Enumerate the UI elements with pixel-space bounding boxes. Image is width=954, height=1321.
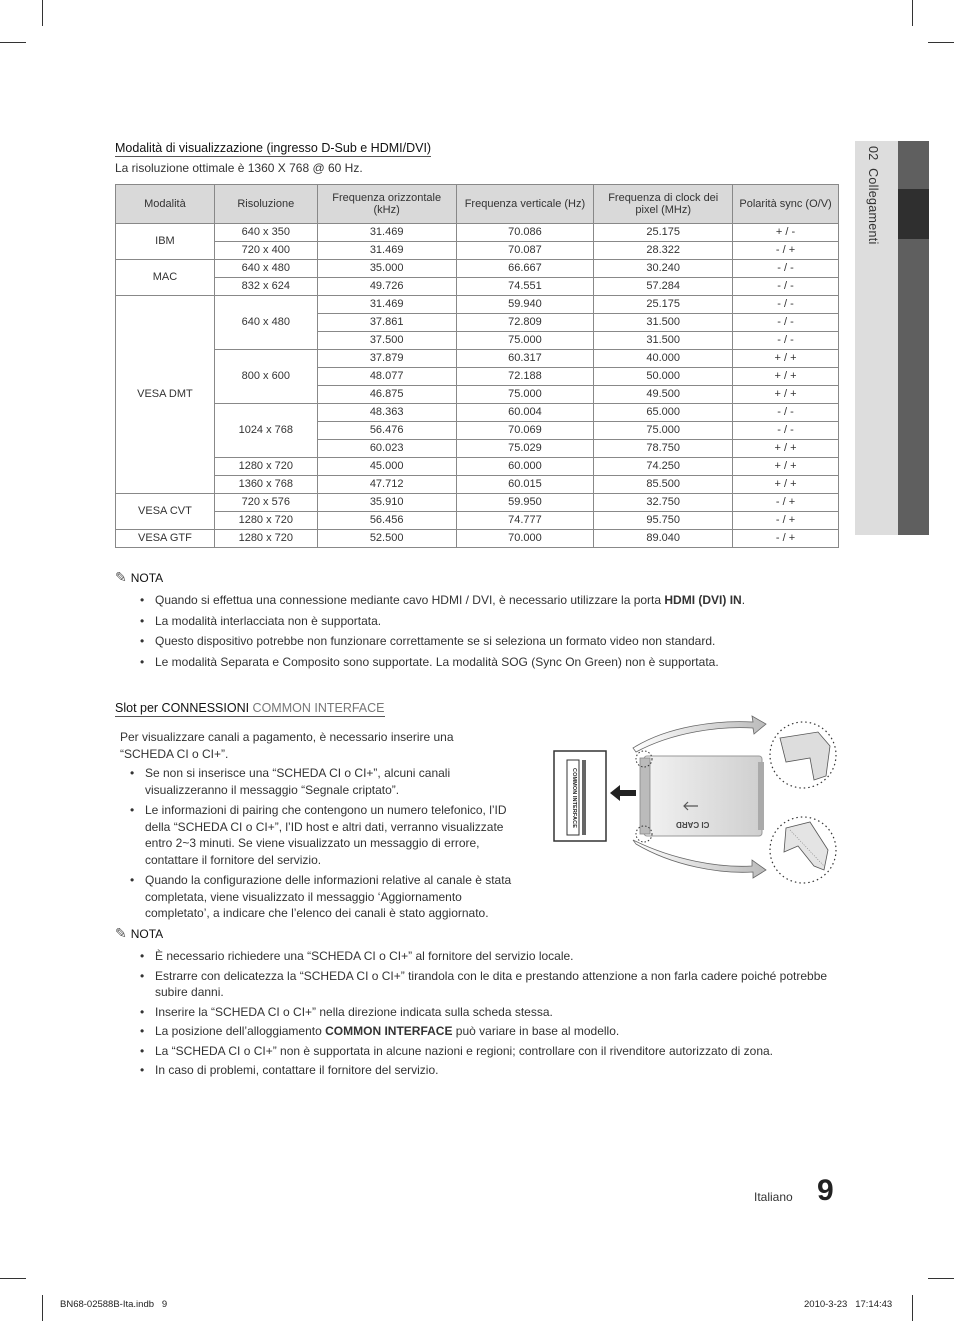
page-number: 9	[817, 1174, 834, 1207]
hfreq-cell: 45.000	[317, 458, 456, 476]
list-item: • Quando la configurazione delle informazioni relative al canale è stata completata, viene visualizzato il messaggio ‘Aggiornamento completato’, a indicare che l’elenco dei canali è stato aggiornato.	[130, 872, 520, 922]
table-row	[116, 242, 839, 260]
hfreq-cell: 49.726	[317, 278, 456, 296]
pixel-clock-cell: 65.000	[594, 404, 733, 422]
detail-card-top-icon	[780, 732, 830, 780]
resolution-cell: 1280 x 720	[214, 458, 317, 476]
hfreq-cell: 37.879	[317, 350, 456, 368]
hfreq-cell: 46.875	[317, 386, 456, 404]
vfreq-cell: 70.087	[456, 242, 594, 260]
resolution-cell: 800 x 600	[214, 350, 317, 404]
resolution-cell: 1280 x 720	[214, 530, 317, 548]
note-text: può variare in base al modello.	[452, 1024, 620, 1038]
vfreq-cell: 66.667	[456, 260, 594, 278]
polarity-cell: - / +	[733, 530, 839, 548]
chapter-title: Collegamenti	[866, 168, 880, 245]
pixel-clock-cell: 28.322	[594, 242, 733, 260]
pixel-clock-cell: 49.500	[594, 386, 733, 404]
mode-cell: MAC	[116, 260, 215, 296]
slot-label: COMMON INTERFACE	[571, 768, 577, 828]
mode-cell: VESA GTF	[116, 530, 215, 548]
display-modes-table	[115, 184, 839, 548]
polarity-cell: + / +	[733, 440, 839, 458]
list-item	[140, 592, 840, 609]
polarity-cell: - / -	[733, 260, 839, 278]
section-title-accent: COMMON INTERFACE	[252, 701, 385, 715]
crop-mark	[928, 1278, 954, 1279]
list-item	[140, 1023, 840, 1040]
ci-intro-text: Per visualizzare canali a pagamento, è necessario inserire una “SCHEDA CI o CI+”.	[120, 730, 454, 761]
pixel-clock-cell: 25.175	[594, 224, 733, 242]
resolution-cell: 640 x 350	[214, 224, 317, 242]
polarity-cell: - / -	[733, 296, 839, 314]
polarity-cell: + / +	[733, 386, 839, 404]
resolution-cell: 1280 x 720	[214, 512, 317, 530]
vfreq-cell: 74.551	[456, 278, 594, 296]
pixel-clock-cell: 89.040	[594, 530, 733, 548]
insert-arrow-icon	[610, 785, 636, 801]
chapter-label	[858, 146, 880, 245]
polarity-cell: + / +	[733, 476, 839, 494]
chapter-number: 02	[866, 146, 880, 161]
resolution-cell: 1024 x 768	[214, 404, 317, 458]
pixel-clock-cell: 50.000	[594, 368, 733, 386]
detail-card-bottom-icon	[784, 822, 828, 870]
port-name: HDMI (DVI) IN	[664, 593, 742, 607]
crop-mark	[42, 1295, 43, 1321]
vfreq-cell: 60.015	[456, 476, 594, 494]
file-name: BN68-02588B-Ita.indb 9	[60, 1299, 168, 1310]
list-item: • La modalità interlacciata non è supportata.	[140, 613, 840, 630]
pixel-clock-cell: 57.284	[594, 278, 733, 296]
vfreq-cell: 59.940	[456, 296, 594, 314]
ci-slot-edge	[582, 760, 586, 835]
column-header: Frequenza orizzontale (kHz)	[317, 185, 456, 224]
hfreq-cell: 47.712	[317, 476, 456, 494]
print-timestamp: 2010-3-23 17:14:43	[804, 1299, 893, 1310]
note-list	[140, 592, 840, 674]
mode-cell: VESA CVT	[116, 494, 215, 530]
crop-mark	[0, 42, 26, 43]
optimal-resolution-text: La risoluzione ottimale è 1360 X 768 @ 60 Hz.	[115, 161, 363, 175]
table-row	[116, 278, 839, 296]
resolution-cell: 720 x 400	[214, 242, 317, 260]
table-row	[116, 458, 839, 476]
table-header-row	[116, 185, 839, 224]
pencil-icon: ✎	[115, 925, 127, 941]
list-item: • È necessario richiedere una “SCHEDA CI o CI+” al fornitore del servizio locale.	[140, 948, 840, 965]
resolution-cell: 1360 x 768	[214, 476, 317, 494]
column-header: Modalità	[116, 185, 215, 224]
vfreq-cell: 59.950	[456, 494, 594, 512]
list-item: • Le informazioni di pairing che contengono un numero telefonico, l’ID della “SCHEDA CI o CI+”, l’ID host e altri dati, verranno visualizzate entro 2~3 minuti. Se viene visualizzato un messaggio di errore, contattare il fornitore del servizio.	[130, 802, 520, 868]
chapter-tab-block	[898, 239, 929, 535]
note-heading	[115, 925, 163, 942]
resolution-cell: 832 x 624	[214, 278, 317, 296]
section-title: Modalità di visualizzazione (ingresso D-Sub e HDMI/DVI)	[115, 141, 432, 155]
section-ci-header	[115, 699, 385, 717]
column-header: Polarità sync (O/V)	[733, 185, 839, 224]
crop-mark	[928, 42, 954, 43]
chapter-tab-block-active	[898, 189, 929, 239]
crop-mark	[912, 0, 913, 26]
pixel-clock-cell: 74.250	[594, 458, 733, 476]
hfreq-cell: 31.469	[317, 224, 456, 242]
vfreq-cell: 75.029	[456, 440, 594, 458]
pixel-clock-cell: 31.500	[594, 332, 733, 350]
hfreq-cell: 31.469	[317, 242, 456, 260]
hfreq-cell: 52.500	[317, 530, 456, 548]
table-row	[116, 296, 839, 314]
polarity-cell: - / -	[733, 422, 839, 440]
resolution-cell: 640 x 480	[214, 260, 317, 278]
port-name: COMMON INTERFACE	[325, 1024, 453, 1038]
pixel-clock-cell: 95.750	[594, 512, 733, 530]
list-item: • Se non si inserisce una “SCHEDA CI o CI+”, alcuni canali visualizzeranno il messaggio “Segnale criptato”.	[130, 765, 520, 798]
vfreq-cell: 70.069	[456, 422, 594, 440]
hfreq-cell: 31.469	[317, 296, 456, 314]
pixel-clock-cell: 25.175	[594, 296, 733, 314]
column-header: Frequenza di clock dei pixel (MHz)	[594, 185, 733, 224]
pixel-clock-cell: 31.500	[594, 314, 733, 332]
list-item: • Inserire la “SCHEDA CI o CI+” nella direzione indicata sulla scheda stessa.	[140, 1004, 840, 1021]
pixel-clock-cell: 75.000	[594, 422, 733, 440]
ci-bullet-list	[130, 765, 520, 926]
table-row	[116, 350, 839, 368]
ci-note-list	[140, 948, 840, 1083]
note-heading	[115, 569, 163, 586]
table-row	[116, 530, 839, 548]
curved-arrow-icon	[633, 716, 766, 752]
pixel-clock-cell: 32.750	[594, 494, 733, 512]
list-item: • Questo dispositivo potrebbe non funzionare correttamente se si seleziona un formato video non standard.	[140, 633, 840, 650]
vfreq-cell: 60.317	[456, 350, 594, 368]
table-row	[116, 260, 839, 278]
mode-cell: VESA DMT	[116, 296, 215, 494]
polarity-cell: - / +	[733, 494, 839, 512]
note-text: .	[741, 593, 746, 607]
polarity-cell: - / -	[733, 314, 839, 332]
section-title	[115, 701, 385, 717]
note-text: Quando si effettua una connessione mediante cavo HDMI / DVI, è necessario utilizzare la porta	[155, 593, 665, 607]
chapter-tab-block	[898, 141, 929, 189]
vfreq-cell: 75.000	[456, 332, 594, 350]
crop-mark	[42, 0, 43, 26]
ci-card-label: CI CARD	[676, 820, 710, 829]
pencil-icon: ✎	[115, 569, 127, 585]
polarity-cell: + / +	[733, 368, 839, 386]
list-item: • In caso di problemi, contattare il fornitore del servizio.	[140, 1062, 840, 1079]
crop-mark	[0, 1278, 26, 1279]
note-label: NOTA	[130, 571, 164, 585]
crop-mark	[912, 1295, 913, 1321]
resolution-cell: 640 x 480	[214, 296, 317, 350]
table-row	[116, 476, 839, 494]
ci-card-illustration	[548, 710, 840, 890]
column-header: Risoluzione	[214, 185, 317, 224]
pixel-clock-cell: 40.000	[594, 350, 733, 368]
note-label: NOTA	[130, 927, 164, 941]
hfreq-cell: 48.363	[317, 404, 456, 422]
vfreq-cell: 70.000	[456, 530, 594, 548]
ci-card-connector	[640, 758, 650, 834]
polarity-cell: - / +	[733, 512, 839, 530]
list-item: • Estrarre con delicatezza la “SCHEDA CI o CI+” tirandola con le dita e prestando attenzione a non farla cadere poiché potrebbe subire danni.	[140, 968, 840, 1001]
ci-card-edge	[758, 762, 764, 830]
column-header: Frequenza verticale (Hz)	[456, 185, 594, 224]
pixel-clock-cell: 30.240	[594, 260, 733, 278]
polarity-cell: + / +	[733, 350, 839, 368]
section-display-modes-header	[115, 139, 431, 157]
polarity-cell: + / +	[733, 458, 839, 476]
vfreq-cell: 60.004	[456, 404, 594, 422]
list-item: • Le modalità Separata e Composito sono supportate. La modalità SOG (Sync On Green) non è supportata.	[140, 654, 840, 671]
hfreq-cell: 35.000	[317, 260, 456, 278]
table-row	[116, 404, 839, 422]
hfreq-cell: 60.023	[317, 440, 456, 458]
polarity-cell: - / -	[733, 278, 839, 296]
table-row	[116, 224, 839, 242]
pixel-clock-cell: 85.500	[594, 476, 733, 494]
hfreq-cell: 37.500	[317, 332, 456, 350]
vfreq-cell: 70.086	[456, 224, 594, 242]
vfreq-cell: 75.000	[456, 386, 594, 404]
hfreq-cell: 35.910	[317, 494, 456, 512]
vfreq-cell: 60.000	[456, 458, 594, 476]
polarity-cell: - / -	[733, 332, 839, 350]
table-row	[116, 494, 839, 512]
hfreq-cell: 48.077	[317, 368, 456, 386]
ci-card-figure	[548, 710, 840, 890]
language-label: Italiano	[754, 1190, 793, 1204]
polarity-cell: + / -	[733, 224, 839, 242]
hfreq-cell: 37.861	[317, 314, 456, 332]
curved-arrow-icon	[633, 840, 766, 878]
table-row	[116, 512, 839, 530]
polarity-cell: - / -	[733, 404, 839, 422]
hfreq-cell: 56.476	[317, 422, 456, 440]
pixel-clock-cell: 78.750	[594, 440, 733, 458]
resolution-cell: 720 x 576	[214, 494, 317, 512]
vfreq-cell: 72.188	[456, 368, 594, 386]
note-text: La posizione dell’alloggiamento	[155, 1024, 326, 1038]
section-title-main: Slot per CONNESSIONI	[115, 701, 253, 715]
mode-cell: IBM	[116, 224, 215, 260]
list-item: • La “SCHEDA CI o CI+” non è supportata in alcune nazioni e regioni; controllare con il rivenditore autorizzato di zona.	[140, 1043, 840, 1060]
hfreq-cell: 56.456	[317, 512, 456, 530]
vfreq-cell: 72.809	[456, 314, 594, 332]
vfreq-cell: 74.777	[456, 512, 594, 530]
polarity-cell: - / +	[733, 242, 839, 260]
ci-slot	[554, 751, 606, 841]
